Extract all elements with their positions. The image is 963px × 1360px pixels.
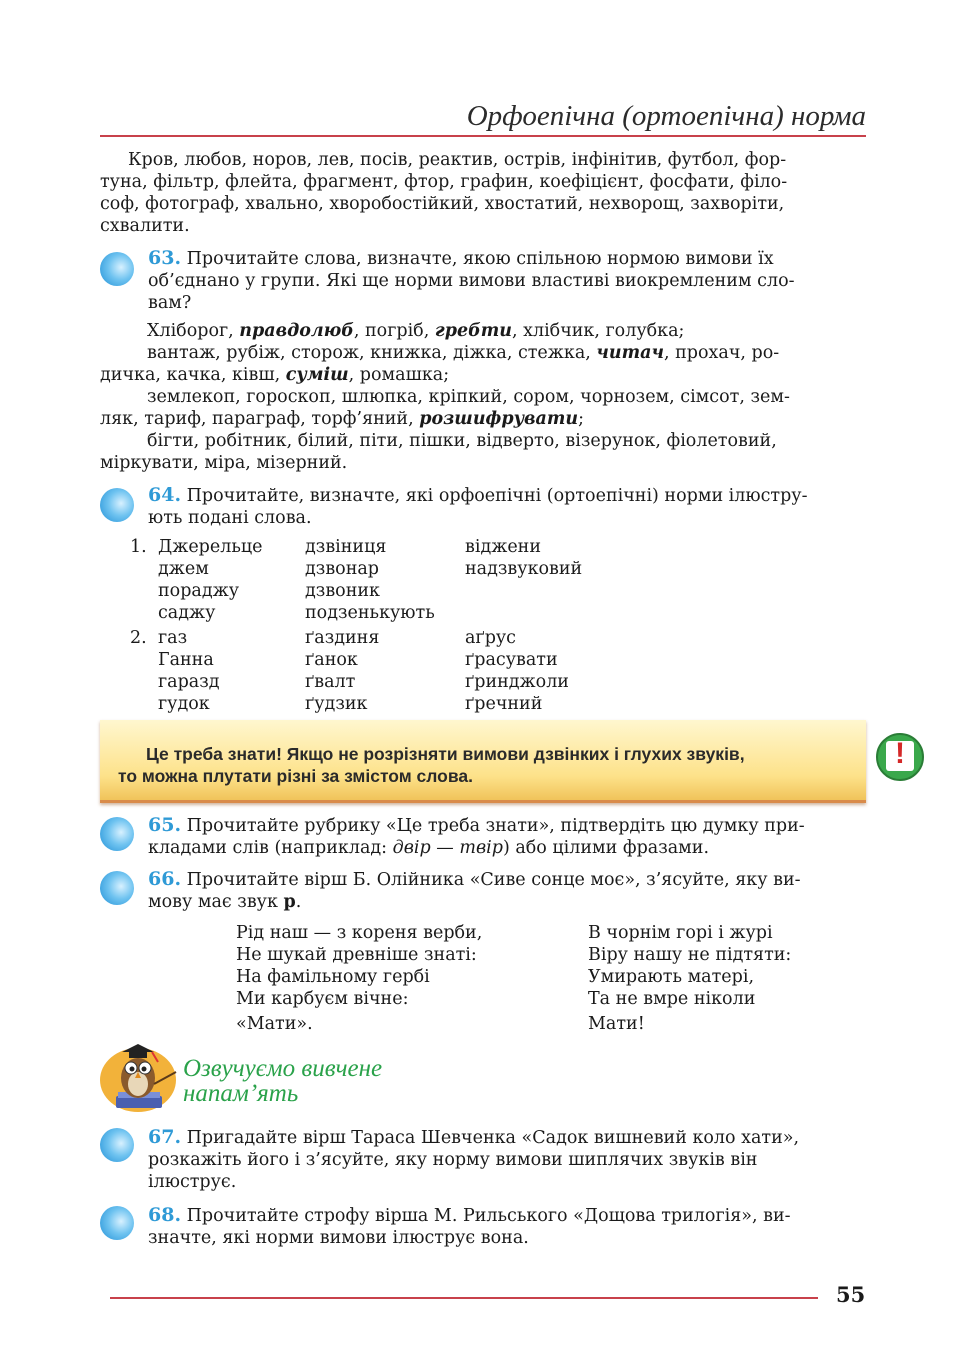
note-lead: Це треба знати! [146,744,282,764]
word-group-1: Хліборог, правдолюб, погріб, гребти, хлібчик, голубка; [147,321,685,341]
task-text: ють подані слова. [148,508,312,528]
exercise-number: 65. [148,814,182,836]
intro-line: схвалити. [100,216,190,236]
exercise-number: 67. [148,1126,182,1148]
list-2-col-2: ґаздиня ґанок ґвалт ґудзик [305,628,380,714]
owl-icon [96,1040,181,1115]
exercise-bullet-icon [100,871,134,905]
word-group-3: землекоп, гороскоп, шлюпка, кріпкий, сором, чорнозем, сімсот, зем- [147,387,790,407]
task-text: вам? [148,293,192,313]
intro-line: соф, фотограф, хвально, хворобостійкий, хвостатий, нехворощ, захворіти, [100,194,785,214]
exercise-67-task: 67. Пригадайте вірш Тараса Шевченка «Садок вишневий коло хати», розкажіть його і з’ясуйте, яку норму вимови шиплячих звуків він ілюструє. [148,1126,800,1192]
intro-line: Кров, любов, норов, лев, посів, реактив, острів, інфінітив, футбол, фор- [128,150,787,170]
exercise-bullet-icon [100,252,134,286]
list-2-col-3: аґрус ґрасувати ґринджоли ґречний [465,628,569,714]
list-2-col-1: газ Ганна гаразд гудок [158,628,220,714]
exercise-number: 64. [148,484,182,506]
exercise-number: 68. [148,1204,182,1226]
section-heading: Озвучуємо вивчене напам’ять [183,1055,383,1107]
list-label-1: 1. [130,537,147,557]
exercise-65-task: 65. Прочитайте рубрику «Це треба знати», підтвердіть цю думку при- кладами слів (наприклад: двір — твір) або цілими фразами. [148,814,805,858]
page-number: 55 [836,1282,866,1307]
running-header: Орфоепічна (ортоепічна) норма [466,100,866,132]
exercise-68-task: 68. Прочитайте строфу вірша М. Рильського «Дощова трилогія», ви- значте, які норми вимови ілюструє вона. [148,1204,791,1248]
note-text: Це треба знати! Якщо не розрізняти вимови дзвінких і глухих звуків, то можна плутати різні за змістом слова. [118,744,745,786]
exercise-bullet-icon [100,488,134,522]
task-text: об’єднано у групи. Які ще норми вимови властиві виокремленим сло- [148,271,795,291]
task-text: Прочитайте, визначте, які орфоепічні (ортоепічні) норми ілюстру- [181,486,808,506]
exercise-number: 63. [148,247,182,269]
list-1-col-3: віджени надзвуковий [465,537,583,579]
list-label-2: 2. [130,628,147,648]
task-text: Прочитайте слова, визначте, якою спільною нормою вимови їх [181,249,774,269]
footer-divider [110,1297,818,1299]
exercise-66-task: 66. Прочитайте вірш Б. Олійника «Сиве сонце моє», з’ясуйте, яку ви- мову має звук р. [148,868,801,912]
header-divider [100,135,866,137]
intro-paragraph-cont [100,171,866,237]
exercise-bullet-icon [100,1206,134,1240]
exercise-bullet-icon [100,1128,134,1162]
word-group-4-cont: міркувати, міра, мізерний. [100,453,348,473]
exercise-63-words [100,320,866,474]
exercise-63-task [148,247,866,314]
intro-paragraph [128,149,866,171]
exclamation-icon: ! [876,733,924,781]
intro-line: туна, фільтр, флейта, фрагмент, фтор, графин, коефіцієнт, фосфати, філо- [100,172,788,192]
list-1-col-1: Джерельце джем пораджу саджу [158,537,263,623]
exercise-bullet-icon [100,817,134,851]
word-group-4: бігти, робітник, білий, піти, пішки, відверто, візерунок, фіолетовий, [147,431,777,451]
poem-right-column: В чорнім горі і журі Віру нашу не підтяти: Умирають матері, Та не вмре ніколи Мати! [588,923,792,1034]
exercise-number: 66. [148,868,182,890]
exercise-64-task [148,484,866,529]
word-group-3-cont: ляк, тариф, параграф, торф’яний, розшифрувати; [100,409,585,429]
word-group-2: вантаж, рубіж, сторож, книжка, діжка, стежка, читач, прохач, ро- [147,343,780,363]
poem-left-column: Рід наш — з кореня верби, Не шукай древніше знаті: На фамільному гербі Ми карбуєм вічне: «Мати». [236,923,483,1034]
list-1-col-2: дзвіниця дзвонар дзвоник подзенькують [305,537,435,623]
word-group-2-cont: дичка, качка, ківш, суміш, ромашка; [100,365,450,385]
